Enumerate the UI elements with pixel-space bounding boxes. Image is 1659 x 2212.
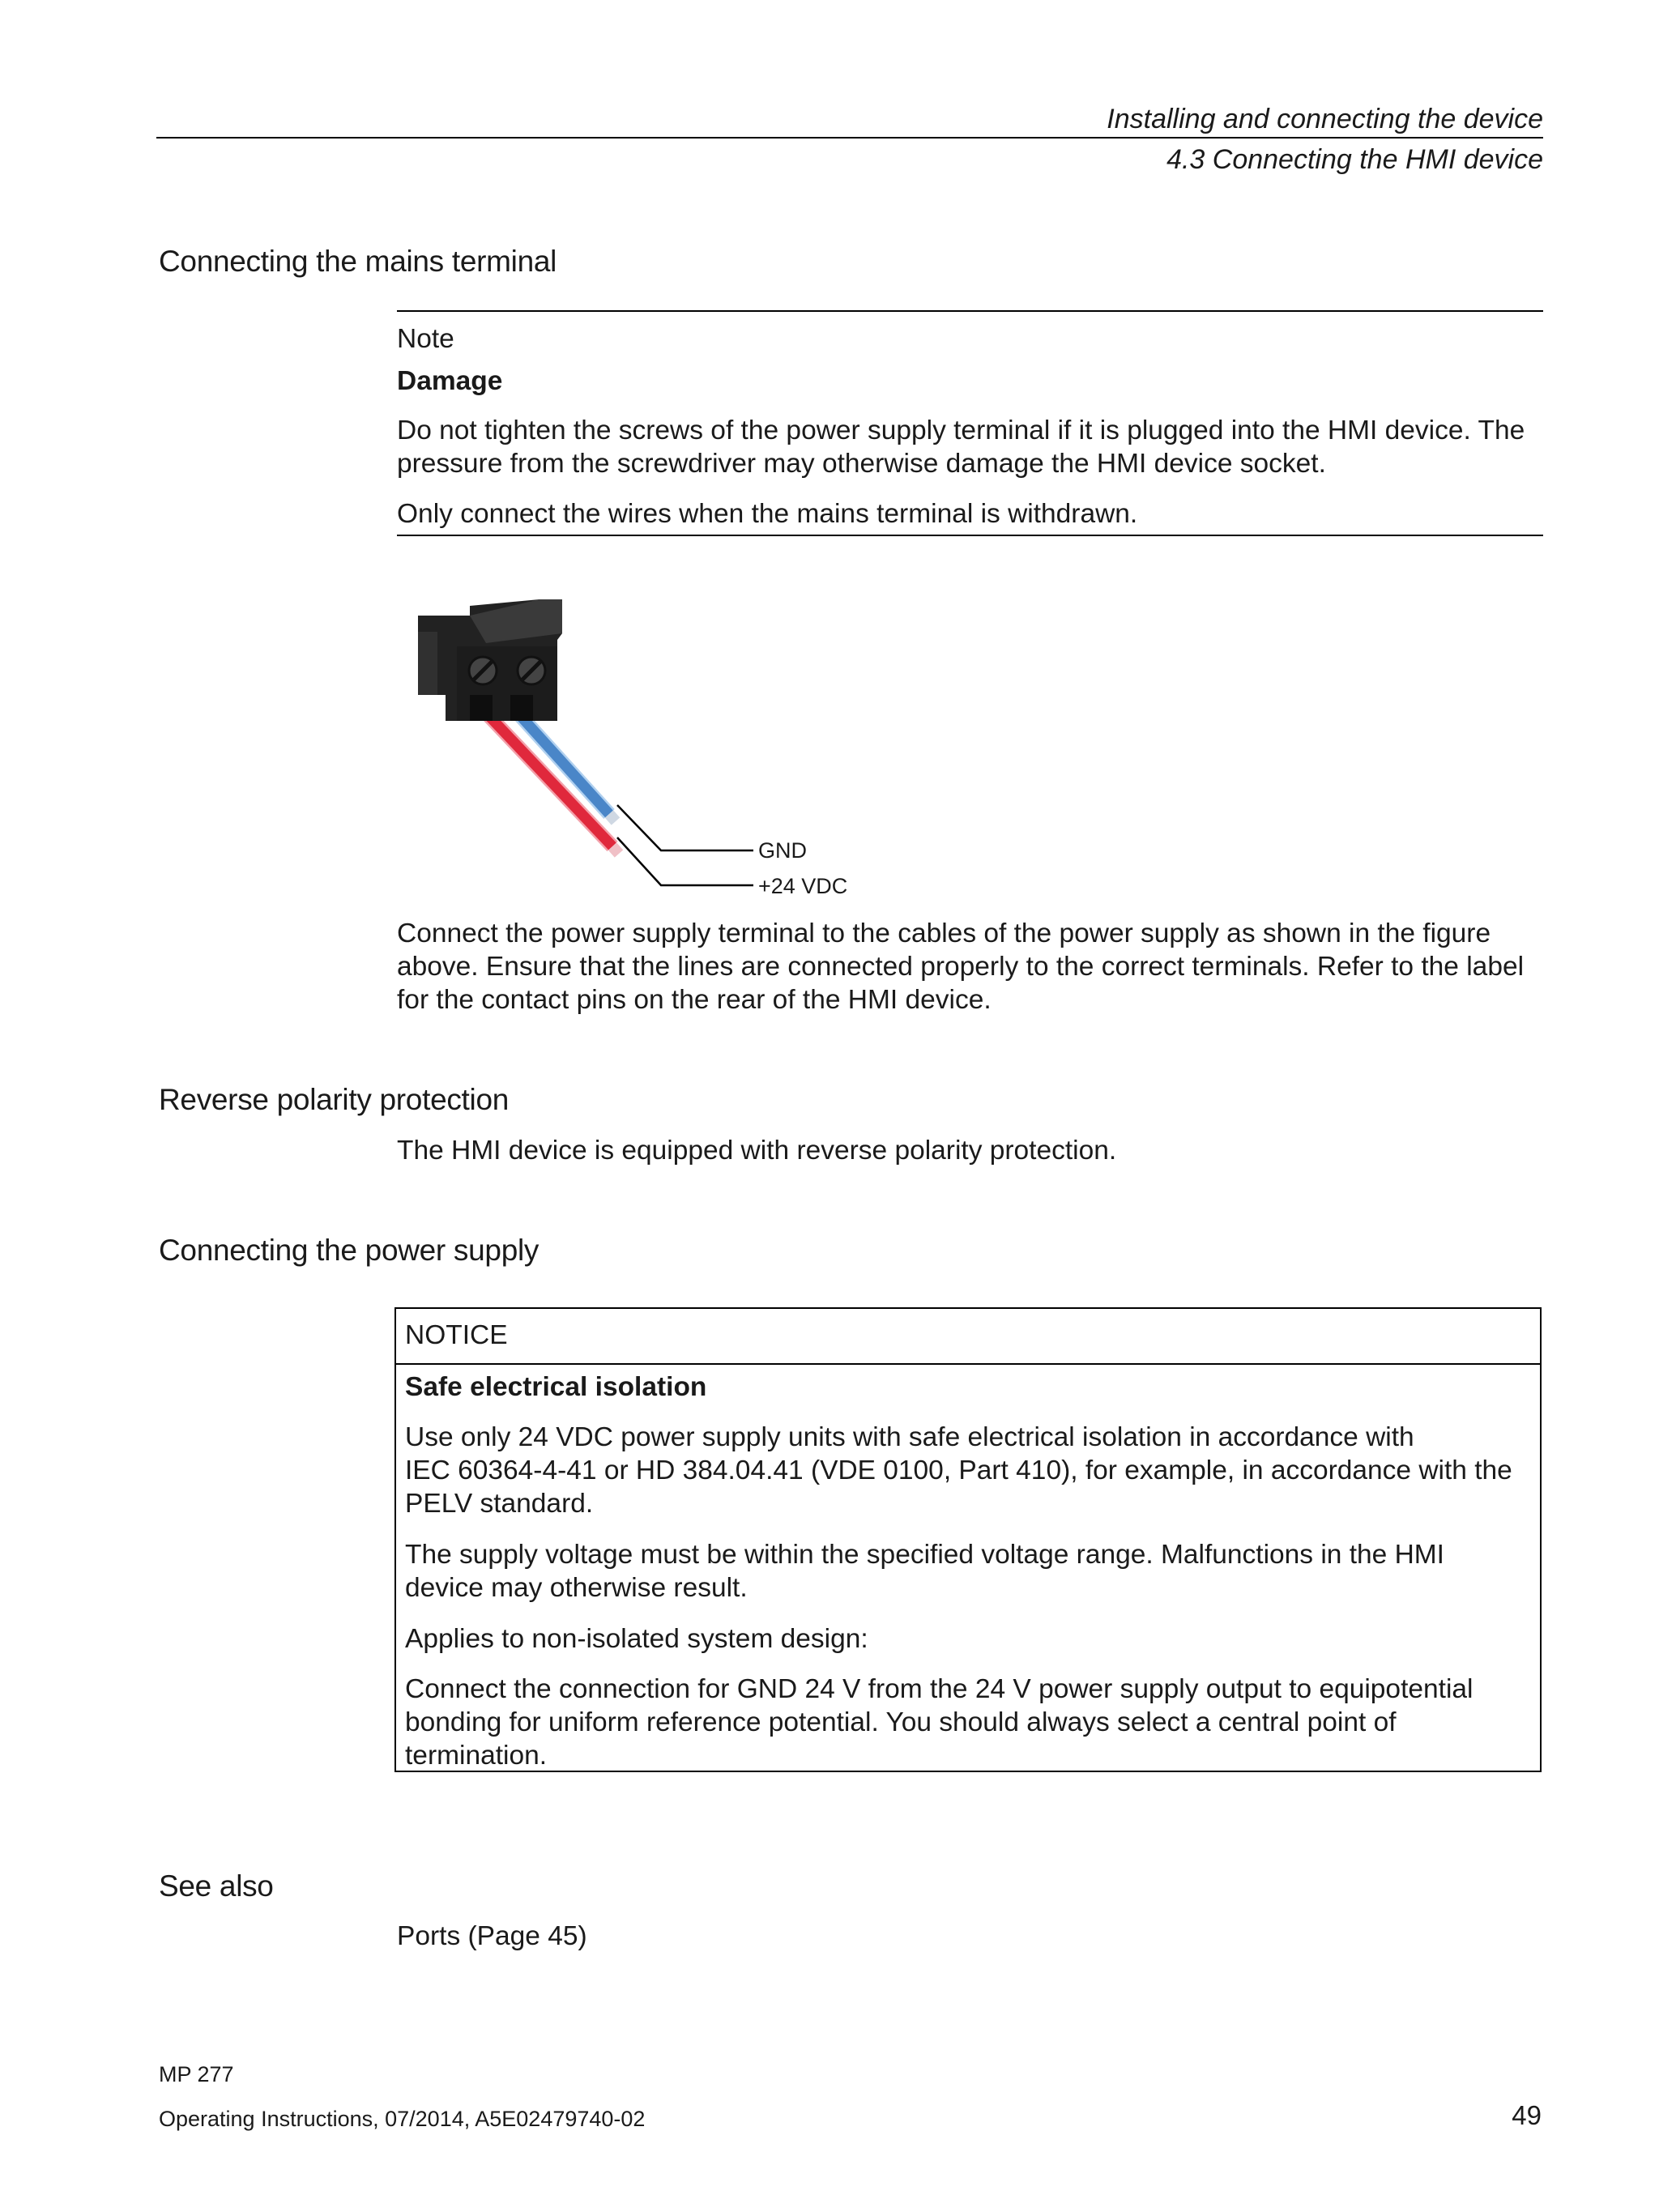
heading-see-also: See also: [159, 1869, 274, 1903]
connector-block: [418, 599, 562, 721]
notice-separator: [396, 1363, 1540, 1365]
notice-para1-line2: IEC 60364-4-41 or HD 384.04.41 (VDE 0100, Part 410), for example, in accordance with the PELV standard.: [405, 1455, 1512, 1519]
wires: [486, 705, 619, 854]
heading-mains-terminal: Connecting the mains terminal: [159, 245, 557, 278]
note-para2: Only connect the wires when the mains terminal is withdrawn.: [397, 499, 1138, 529]
see-also-body: [397, 1920, 1547, 1953]
notice-para3: Applies to non-isolated system design:: [405, 1624, 868, 1654]
notice-label: NOTICE: [405, 1320, 508, 1350]
leader-lines: [617, 805, 753, 885]
see-also-link[interactable]: Ports (Page 45): [397, 1921, 587, 1951]
footer-product: MP 277: [159, 2062, 234, 2086]
notice-para4: Connect the connection for GND 24 V from the 24 V power supply output to equipotential bonding for uniform reference potential. You should always select a central point of termination.: [405, 1674, 1473, 1771]
header-chapter: Installing and connecting the device: [1107, 104, 1543, 134]
note-bottom-rule: [397, 535, 1543, 536]
note-block: [397, 322, 1547, 531]
note-top-rule: [397, 310, 1543, 312]
heading-reverse-polarity: Reverse polarity protection: [159, 1083, 509, 1116]
label-24vdc: +24 VDC: [758, 874, 848, 898]
note-title: Damage: [397, 366, 503, 396]
notice-box: [394, 1307, 1542, 1772]
note-para1: Do not tighten the screws of the power supply terminal if it is plugged into the HMI device. The pressure from the screwdriver may otherwise damage the HMI device socket.: [397, 416, 1525, 479]
note-label: Note: [397, 324, 454, 354]
label-gnd: GND: [758, 838, 807, 863]
mains-terminal-text: Connect the power supply terminal to the cables of the power supply as shown in the figure above. Ensure that the lines are connected properly to the correct terminals. Refer to the label for the contact pins on the rear of the HMI device.: [397, 918, 1525, 1015]
power-terminal-figure: [389, 599, 907, 907]
header-section: 4.3 Connecting the HMI device: [1166, 144, 1543, 175]
reverse-polarity-paragraph: [397, 1134, 1547, 1167]
mains-terminal-paragraph: [397, 917, 1539, 1016]
notice-title: Safe electrical isolation: [405, 1372, 707, 1402]
heading-power-supply: Connecting the power supply: [159, 1234, 539, 1267]
page-number: 49: [1512, 2100, 1542, 2130]
reverse-polarity-text: The HMI device is equipped with reverse polarity protection.: [397, 1136, 1117, 1166]
notice-para1-line1: Use only 24 VDC power supply units with safe electrical isolation in accordance with: [405, 1422, 1414, 1452]
notice-para1: [405, 1421, 1527, 1520]
footer-doc: Operating Instructions, 07/2014, A5E02479740-02: [159, 2107, 646, 2131]
notice-para2: The supply voltage must be within the specified voltage range. Malfunctions in the HMI device may otherwise result.: [405, 1540, 1444, 1603]
header-rule: [156, 137, 1543, 139]
